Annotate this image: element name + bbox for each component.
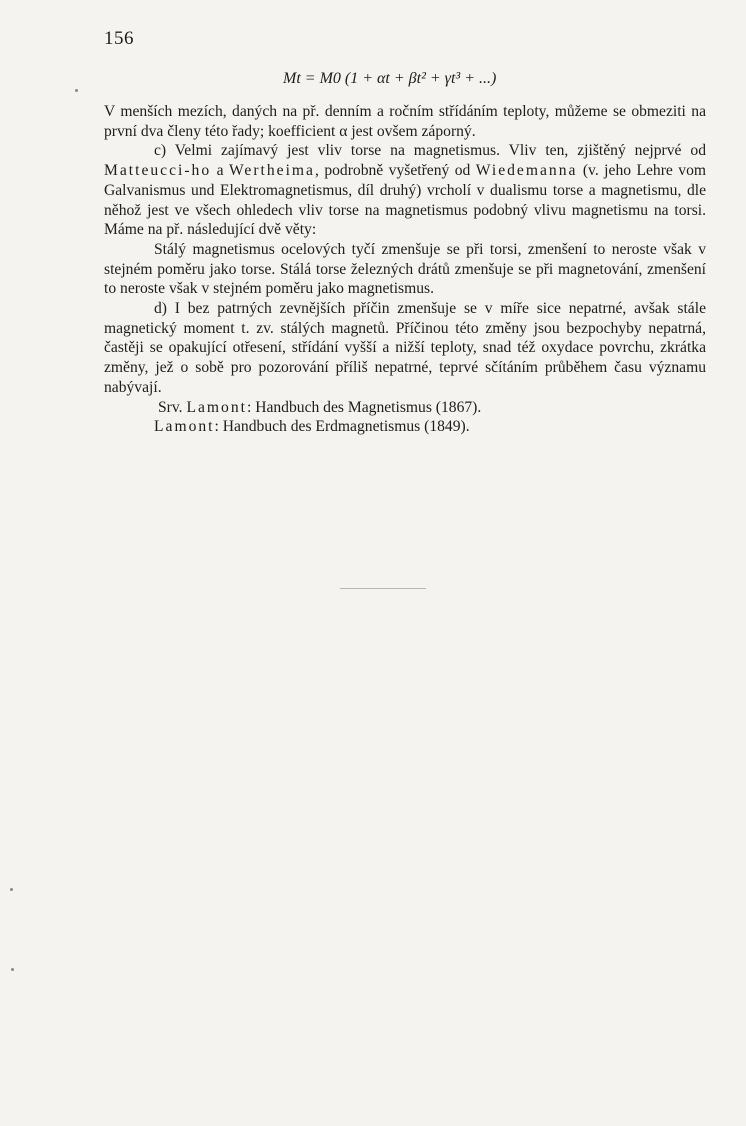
paragraph-2-mid2: , podrobně vyšetřený od (314, 162, 476, 180)
paper-speck (10, 888, 13, 891)
paragraph-1: V menších mezích, daných na př. denním a ročním střídáním teploty, můžeme se obmeziti na první dva členy této řady; koefficient α jest ovšem záporný. (104, 103, 706, 140)
reference-1-author: Lamont (186, 398, 247, 416)
reference-2-author: Lamont (154, 418, 215, 436)
separator-line (340, 588, 426, 589)
paragraph-2-suffix: (v. jeho Lehre vom Galvanismus und Elektromagnetismus, díl druhý) vrcholí v dualismu torse a magnetismu, dle něhož jest ve všech ohledech vliv torse na magnetismus podobný vlivu magnetismu na torsi. Máme na př. následující dvě věty: (104, 162, 706, 239)
paragraph-2-mid1: a (211, 162, 229, 180)
paragraph-2-prefix: c) Velmi zajímavý jest vliv torse na magnetismus. Vliv ten, zjištěný nejprvé od (154, 142, 706, 160)
reference-2-text: : Handbuch des Erdmagnetismus (1849). (214, 418, 470, 436)
paragraph-4: d) I bez patrných zevnějších příčin zmenšuje se v míře sice nepatrné, avšak stále magnetický moment t. zv. stálých magnetů. Příčinou této změny jsou bezpochyby nepatrná, častěji se opakující otřesení, střídání vyšší a nižší teploty, snad též oxydace povrchu, zkrátka změny, jež o sobě pro pozorování příliš nepatrné, teprvé sčítáním průběhem času významu nabývají. (104, 300, 706, 396)
references (104, 398, 706, 437)
author-matteucci: Matteucci-ho (104, 162, 212, 180)
paper-speck (11, 968, 14, 971)
paper-speck (75, 89, 78, 92)
page-number: 156 (104, 28, 134, 49)
reference-2 (104, 417, 706, 437)
paragraph-3: Stálý magnetismus ocelových tyčí zmenšuje se při torsi, zmenšení to neroste však v stejném poměru jako torse. Stálá torse železných drátů zmenšuje se při magnetování, zmenšení to neroste však v stejném poměru jako magnetismus. (104, 240, 706, 298)
reference-1 (104, 398, 706, 418)
paragraph-2 (104, 141, 706, 240)
reference-1-text: : Handbuch des Magnetismus (1867). (246, 398, 482, 416)
author-wiedemann: Wiedemanna (475, 162, 578, 180)
body-text (104, 102, 706, 437)
formula: Mt = M0 (1 + αt + βt² + γt³ + ...) (283, 70, 497, 87)
reference-1-lead: Srv. (158, 398, 187, 416)
author-wertheim: Wertheima (228, 162, 315, 180)
